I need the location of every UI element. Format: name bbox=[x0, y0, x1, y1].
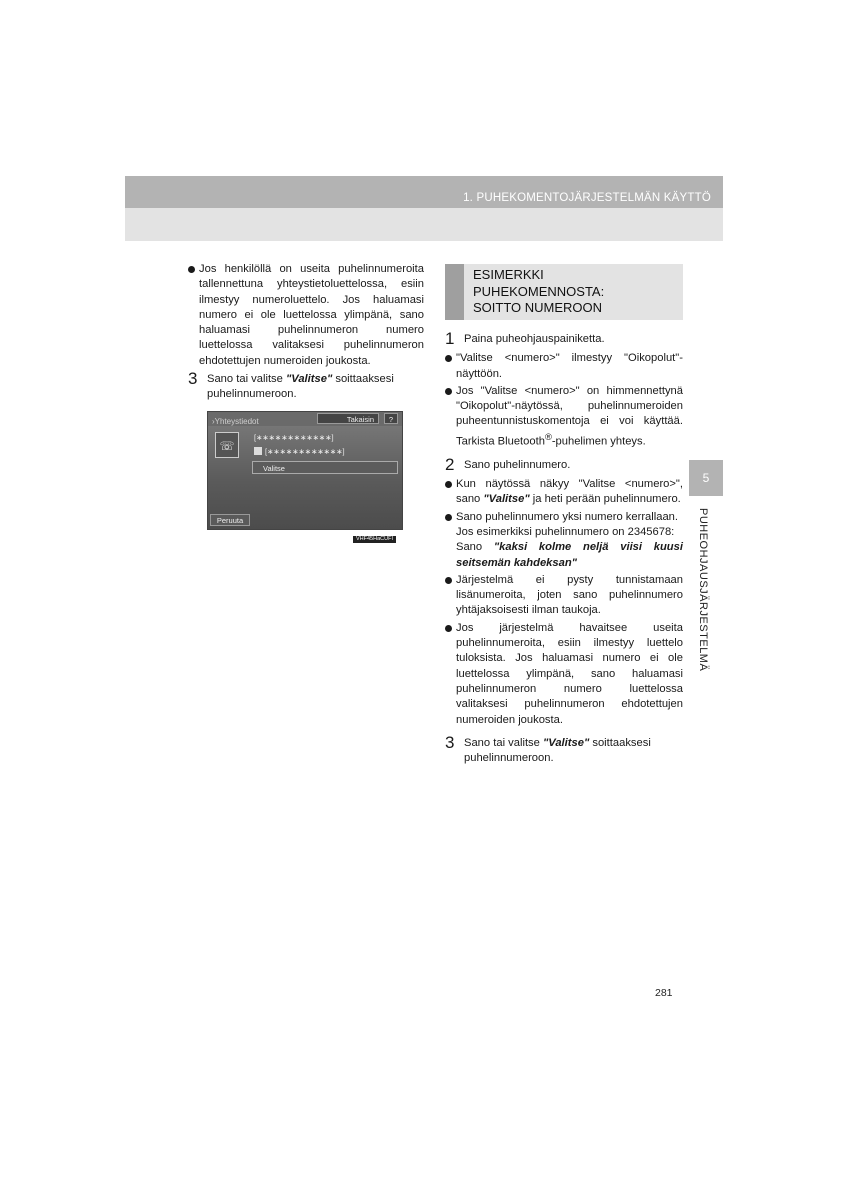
heading-line: PUHEKOMENNOSTA: bbox=[473, 283, 605, 299]
heading-line: SOITTO NUMEROON bbox=[473, 300, 603, 315]
select-button[interactable]: Valitse bbox=[252, 461, 398, 474]
step-3-right bbox=[445, 732, 683, 767]
section-heading-box bbox=[445, 264, 683, 320]
bullet-text: Jos esimerkiksi puhelinnumero on 2345678: bbox=[456, 526, 675, 538]
step-number: 1 bbox=[445, 329, 455, 348]
command-word: "Valitse" bbox=[483, 493, 530, 506]
bullet-text: Kun näytössä näkyy "Valitse <numero>", sano bbox=[456, 478, 683, 506]
bullet-multiple-numbers: Jos henkilöllä on useita puhelinnumeroita tallennettuna yhteystietoluettelossa, esiin ilmestyy numeroluettelo. Jos haluamasi numero ei ole luettelossa ylimpänä, sano haluamasi puhelinnumeron numero luettelossa valitaksesi puhelinnumeron ehdotettujen numeroiden joukosta. bbox=[188, 262, 424, 369]
phone-type-icon bbox=[254, 447, 262, 455]
command-word: "Valitse" bbox=[542, 736, 590, 749]
phone-number-row bbox=[254, 446, 345, 458]
chapter-tab: 5 bbox=[689, 460, 723, 496]
bullet-no-pauses: Järjestelmä ei pysty tunnistamaan lisänumeroita, joten sano puhelinnumero yhtäjaksoisesti ilman taukoja. bbox=[445, 573, 683, 619]
step-text: soittaaksesi puhelinnumeroon. bbox=[207, 373, 394, 401]
bullet-text: Sano bbox=[456, 541, 494, 554]
heading-line: ESIMERKKI bbox=[473, 267, 544, 282]
masked-number: [∗∗∗∗∗∗∗∗∗∗∗∗] bbox=[265, 446, 345, 456]
help-button[interactable]: ? bbox=[384, 413, 398, 424]
right-column bbox=[445, 264, 683, 770]
step-2 bbox=[445, 454, 683, 474]
phone-number-row bbox=[254, 432, 334, 444]
screen-illustration bbox=[207, 411, 403, 530]
registered-mark: ® bbox=[544, 431, 552, 442]
bullet-text: ja heti perään puhelinnumero. bbox=[529, 493, 681, 506]
bullet-dimmed bbox=[445, 384, 683, 450]
step-text: Sano tai valitse bbox=[207, 373, 286, 386]
step-3-left bbox=[188, 369, 424, 403]
command-word: "kaksi kolme neljä viisi kuusi seitsemän kahdeksan" bbox=[456, 541, 683, 569]
step-number: 3 bbox=[445, 732, 455, 752]
step-number: 3 bbox=[188, 369, 198, 389]
screen-breadcrumb: ›Yhteystiedot bbox=[212, 416, 259, 426]
page-number: 281 bbox=[655, 987, 673, 999]
left-column bbox=[188, 262, 424, 545]
masked-number: [∗∗∗∗∗∗∗∗∗∗∗∗] bbox=[254, 432, 334, 442]
chapter-title: 1. PUHEKOMENTOJÄRJESTELMÄN KÄYTTÖ bbox=[463, 192, 711, 204]
header-subbar bbox=[125, 208, 723, 241]
contact-icon: ☏ bbox=[215, 432, 239, 458]
bullet-text: Sano puhelinnumero yksi numero kerrallaan. bbox=[456, 510, 679, 523]
bullet-text: -puhelimen yhteys. bbox=[551, 435, 646, 448]
step-text: Paina puheohjauspainiketta. bbox=[464, 333, 605, 345]
step-text: Sano tai valitse bbox=[464, 736, 543, 749]
example-say bbox=[456, 540, 683, 571]
step-text: soittaaksesi puhelinnumeroon. bbox=[464, 736, 651, 765]
bullet-shortcut: "Valitse <numero>" ilmestyy "Oikopolut"-näyttöön. bbox=[445, 351, 683, 382]
bullet-one-digit bbox=[445, 510, 683, 571]
back-button[interactable]: Takaisin bbox=[317, 413, 379, 424]
cancel-button[interactable]: Peruuta bbox=[210, 514, 250, 526]
header-bar bbox=[125, 176, 723, 208]
step-text: Sano puhelinnumero. bbox=[464, 458, 571, 471]
command-word: "Valitse" bbox=[285, 373, 333, 386]
figure-code: VHF45HaCUFI bbox=[353, 536, 396, 543]
bullet-result-list: Jos järjestelmä havaitsee useita puhelinnumeroita, esiin ilmestyy luettelo tuloksista. Jos haluamasi numero ei ole luettelossa ylimpänä, sano haluamasi puhelinnumeron numero luettelossa valitaksesi puhelinnumeron ehdotettujen numeroiden joukosta. bbox=[445, 621, 683, 728]
bullet-text: Jos "Valitse <numero>" on himmennettynä "Oikopolut"-näytössä, puhelinnumeroiden puheentunnistuskomentoja ei voi käyttää. Tarkista Bluetooth bbox=[456, 384, 683, 448]
chapter-side-label: PUHEOHJAUSJÄRJESTELMÄ bbox=[697, 508, 709, 672]
step-1 bbox=[445, 329, 683, 348]
step-number: 2 bbox=[445, 454, 455, 474]
bullet-say-select bbox=[445, 477, 683, 508]
section-heading bbox=[473, 267, 604, 317]
